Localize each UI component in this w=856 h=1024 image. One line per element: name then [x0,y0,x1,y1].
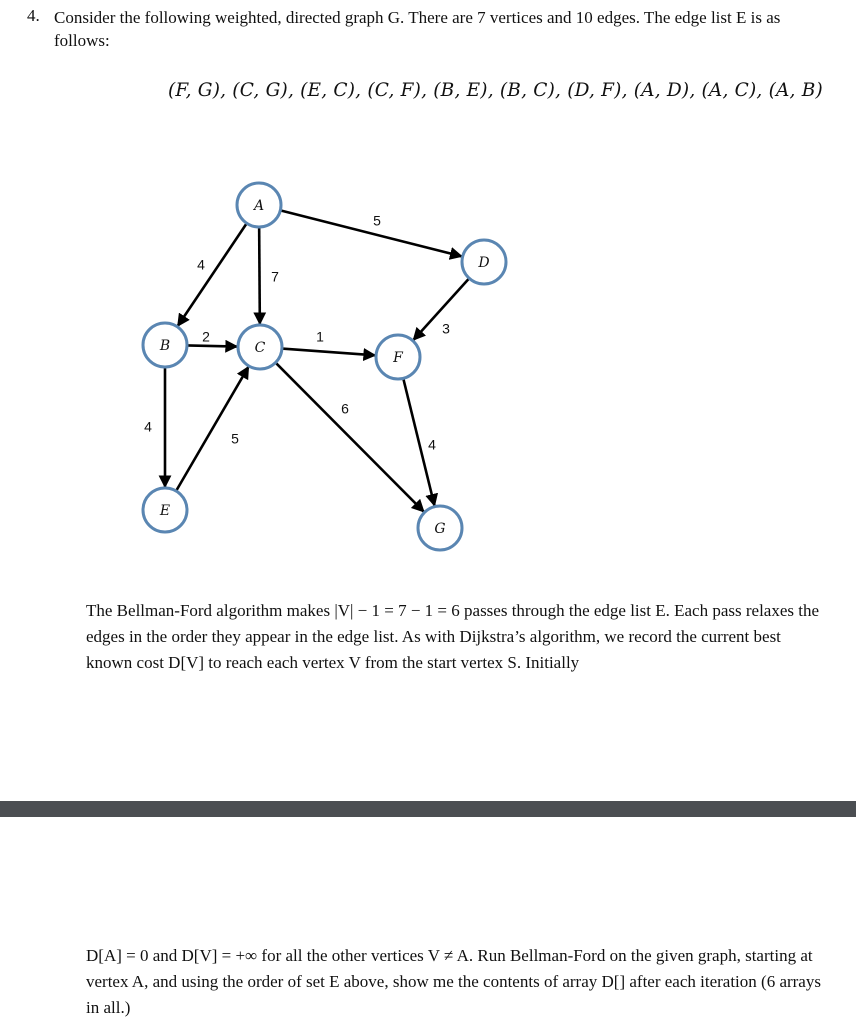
edge-weight-C-G: 6 [341,400,349,417]
edge-weight-B-C: 2 [202,328,210,345]
edge-weight-C-F: 1 [316,328,324,345]
divider-band [0,801,856,817]
edge-weight-E-C: 5 [231,430,239,447]
node-label: G [434,521,446,537]
node-label: B [159,338,171,354]
node-label: C [254,340,266,356]
paragraph-instructions: D[A] = 0 and D[V] = +∞ for all the other vertices V ≠ A. Run Bellman-Ford on the given graph, starting at vertex A, and using the order of set E above, show me the contents of array D[] after each iteration (6 arrays in all.) [86,946,821,1017]
edge-weight-B-E: 4 [144,418,152,435]
question-text: Consider the following weighted, directed graph G. There are 7 vertices and 10 edges. The edge list E is as follows: [54,8,781,50]
node-label: D [478,255,490,271]
paragraph-bellman-ford: The Bellman-Ford algorithm makes |V| − 1 = 7 − 1 = 6 passes through the edge list E. Each pass relaxes the edges in the order they appear in the edge list. As with Dijkstra’s algorithm, we record the current best known cost D[V] to reach each vertex V from the start vertex S. Initially [86,601,820,672]
node-E [143,488,187,532]
edge-C-G [276,363,424,512]
edge-weight-A-B: 4 [197,256,205,273]
node-A [237,183,281,227]
edge-A-D [280,210,461,256]
edge-list: (F, G), (C, G), (E, C), (C, F), (B, E), (B, C), (D, F), (A, D), (A, C), (A, B) [168,80,823,101]
node-B [143,323,187,367]
question-number: 4. [27,6,40,25]
edge-weight-D-F: 3 [442,320,450,337]
node-label: F [393,350,403,366]
node-label: E [159,503,171,519]
edge-A-C [259,227,260,324]
edge-weight-F-G: 4 [428,436,436,453]
edge-A-B [178,223,247,326]
edge-C-F [282,349,375,356]
edge-B-C [187,345,237,346]
edge-E-C [176,367,248,491]
node-F [376,335,420,379]
node-G [418,506,462,550]
node-D [462,240,506,284]
node-label: A [253,198,265,214]
edge-weight-A-C: 7 [271,268,279,285]
edge-weight-A-D: 5 [373,212,381,229]
node-C [238,325,282,369]
